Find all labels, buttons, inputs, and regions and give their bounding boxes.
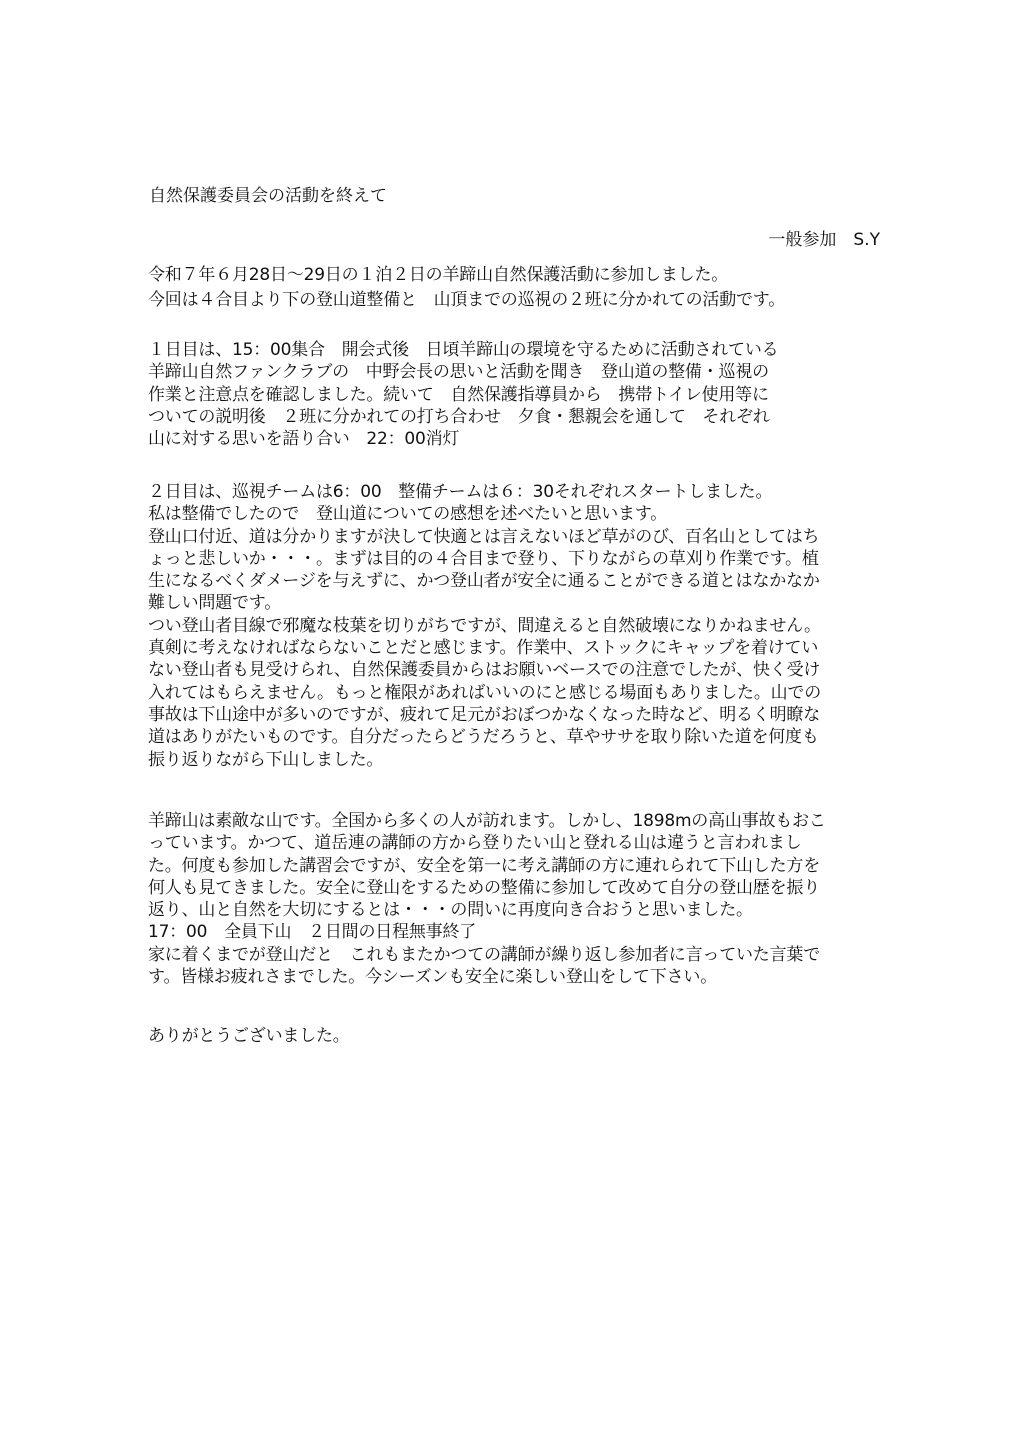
text-line: 道はありがたいものです。自分だったらどうだろうと、草やササを取り除いた道を何度も xyxy=(148,727,819,748)
text-line: 難しい問題です。 xyxy=(148,593,282,614)
text-line: 振り返りながら下山しました。 xyxy=(148,749,384,770)
text-line: ありがとうございました。 xyxy=(148,1026,350,1046)
text-line: ２日目は、巡視チームは6：00 整備チームは６：30それぞれスタートしました。 xyxy=(148,482,773,502)
text-line: 返り、山と自然を大切にするとは・・・の問いに再度向き合おうと思いました。 xyxy=(148,900,753,921)
text-line: １日目は、15：00集合 開会式後 日頃羊蹄山の環境を守るために活動されている xyxy=(148,340,779,360)
text-line: 事故は下山途中が多いのですが、疲れて足元がおぼつかなくなった時など、明るく明瞭な xyxy=(148,704,820,725)
text-line: つい登山者目線で邪魔な枝葉を切りがちですが、間違えると自然破壊になりかねません。 xyxy=(148,615,821,636)
text-line: 作業と注意点を確認しました。続いて 自然保護指導員から 携帯トイレ使用等に xyxy=(148,384,769,405)
text-line: ついての説明後 ２班に分かれての打ち合わせ 夕食・懇親会を通して それぞれ xyxy=(148,406,770,427)
paragraph-reflection xyxy=(148,810,888,988)
text-line: 羊蹄山自然ファンクラブの 中野会長の思いと活動を聞き 登山道の整備・巡視の xyxy=(148,362,769,383)
text-line: っています。かつて、道岳連の講師の方から登りたい山と登れる山は違うと言われまし xyxy=(148,833,802,854)
text-line: 登山口付近、道は分かりますが決して快適とは言えないほど草がのび、百名山としてはち xyxy=(148,526,820,547)
text-line: ない登山者も見受けられ、自然保護委員からはお願いベースでの注意でしたが、快く受け xyxy=(148,660,821,681)
text-line: ょっと悲しいか・・・。まずは目的の４合目まで登り、下りながらの草刈り作業です。植 xyxy=(148,548,819,569)
text-line: 家に着くまでが登山だと これもまたかつての講師が繰り返し参加者に言っていた言葉で xyxy=(148,944,820,965)
text-line: 入れてはもらえません。もっと権限があればいいのにと感じる場面もありました。山での xyxy=(148,682,822,703)
paragraph-day-one xyxy=(148,339,888,450)
text-line: 何人も見てきました。安全に登山をするための整備に参加して改めて自分の登山歴を振り xyxy=(148,877,820,898)
document-title: 自然保護委員会の活動を終えて xyxy=(149,186,387,206)
text-line: 私は整備でしたので 登山道についての感想を述べたいと思います。 xyxy=(148,504,668,525)
text-line: 令和７年６月28日～29日の１泊２日の羊蹄山自然保護活動に参加しました。 xyxy=(148,265,729,285)
text-line: 生になるべくダメージを与えずに、かつ登山者が安全に通ることができる道とはなかなか xyxy=(148,571,820,592)
paragraph-day-two xyxy=(148,481,888,771)
text-line: 羊蹄山は素敵な山です。全国から多くの人が訪れます。しかし、1898mの高山事故もおこ xyxy=(148,811,826,831)
text-line: す。皆様お疲れさまでした。今シーズンも安全に楽しい登山をして下さい。 xyxy=(148,967,717,988)
author-line: 一般参加 S.Y xyxy=(768,230,880,250)
text-line: 17：00 全員下山 ２日間の日程無事終了 xyxy=(148,922,477,943)
text-line: た。何度も参加した講習会ですが、安全を第一に考え講師の方に連れられて下山した方を xyxy=(148,855,820,876)
text-line: 今回は４合目より下の登山道整備と 山頂までの巡視の２班に分かれての活動です。 xyxy=(148,290,786,310)
paragraph-closing xyxy=(148,1025,888,1047)
paragraph-intro xyxy=(148,263,888,313)
text-line: 真剣に考えなければならないことだと感じます。作業中、ストックにキャップを着けてい xyxy=(148,638,819,659)
text-line: 山に対する思いを語り合い 22：00消灯 xyxy=(148,429,460,450)
